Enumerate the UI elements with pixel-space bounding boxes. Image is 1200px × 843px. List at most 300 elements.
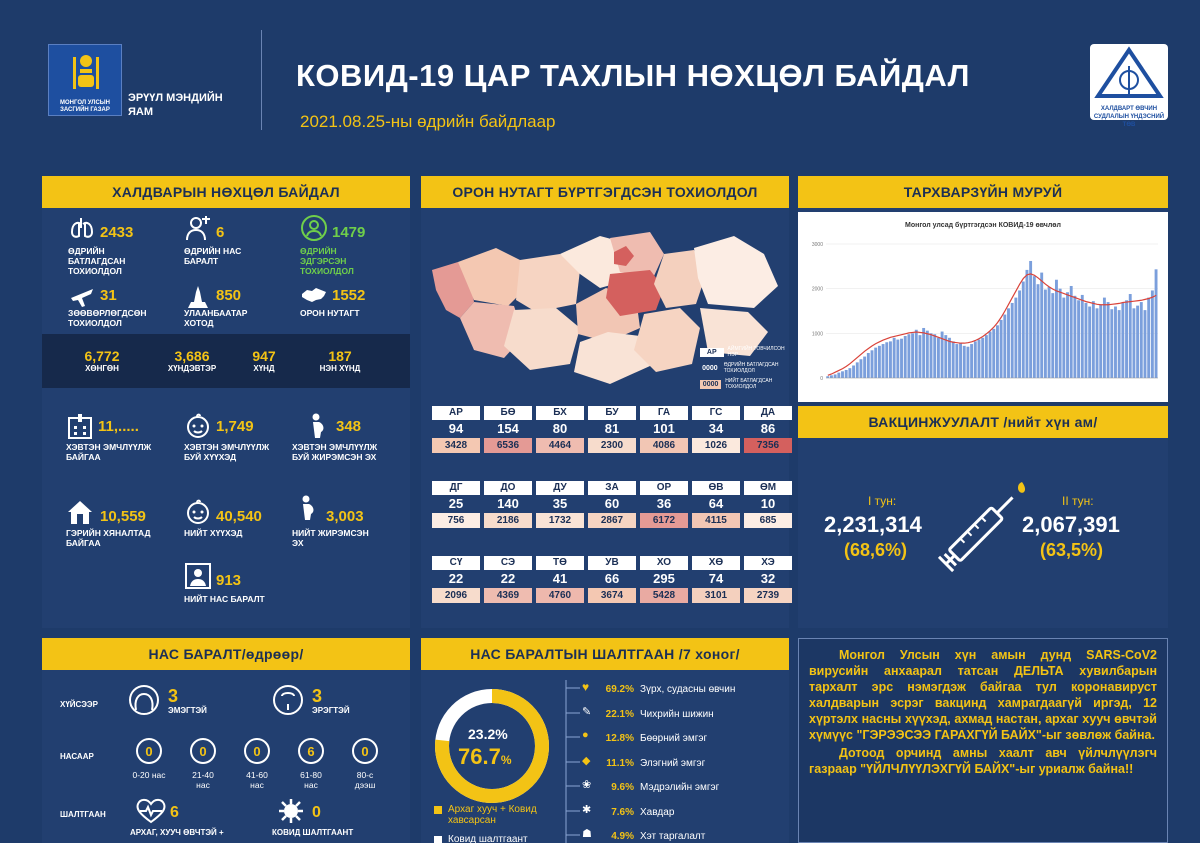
chart-bar (937, 338, 940, 378)
chart-bar (845, 370, 848, 378)
chart-bar (1059, 289, 1062, 378)
chart-bar (915, 330, 918, 378)
region-abbr: ДО (484, 481, 532, 495)
pregnant-woman-icon (304, 412, 332, 440)
male-value: 3 (312, 686, 323, 706)
donut-legend-2 (434, 834, 564, 843)
center-logo-text: ХАЛДВАРТ ӨВЧИН СУДЛАЛЫН ҮНДЭСНИЙ ТӨВ (1093, 106, 1165, 128)
region-abbr: СЭ (484, 556, 532, 570)
region-total: 2739 (744, 588, 792, 603)
region-cell (432, 406, 480, 453)
chart-bar (952, 341, 955, 378)
daily-confirmed-value: 2433 (100, 224, 134, 241)
cause-row-6 (598, 802, 674, 822)
stat-home-care (66, 498, 146, 526)
covid-cause-value: 0 (312, 804, 321, 821)
deaths-title: НАС БАРАЛТ/өдрөөр/ (42, 638, 410, 670)
region-daily: 140 (497, 496, 519, 511)
region-total: 4115 (692, 513, 740, 528)
syringe-small-icon: ✎ (582, 706, 592, 718)
chart-bar (1048, 287, 1051, 378)
chart-bar (996, 325, 999, 378)
region-total: 685 (744, 513, 792, 528)
chart-bar (893, 338, 896, 378)
cause-pct: 4.9% (611, 830, 634, 842)
legend-total-key: 0000 (700, 380, 721, 389)
severity-critical-value: 187 (328, 348, 352, 364)
chart-bar (1155, 269, 1158, 378)
region-table-row-2 (432, 481, 792, 528)
cause-row-3 (598, 728, 707, 748)
kidney-icon: ● (582, 729, 589, 741)
region-total: 1026 (692, 438, 740, 453)
region-cell (640, 481, 688, 528)
chronic-label: АРХАГ, ХУУЧ ӨВЧТЭЙ + (130, 828, 224, 837)
ministry-name: ЭРҮҮЛ МЭНДИЙН ЯАМ (128, 92, 223, 118)
mongolia-map-icon (300, 282, 328, 310)
chart-bar (1011, 303, 1014, 378)
male-head-icon (272, 684, 304, 718)
chart-bar (1062, 298, 1065, 378)
cause-pct: 9.6% (611, 781, 634, 793)
vaccination-title: ВАКЦИНЖУУЛАЛТ /нийт хүн ам/ (798, 406, 1168, 438)
header-divider (261, 30, 262, 130)
person-cross-icon (184, 214, 212, 242)
stat-hospitalized-children (184, 412, 254, 440)
age-41-60-value: 0 (244, 738, 270, 764)
region-abbr: ГА (640, 406, 688, 420)
covid-cause-label: КОВИД ШАЛТГААНТ (272, 828, 354, 837)
map-region-gobi-west (504, 308, 580, 370)
chart-bar (959, 343, 962, 378)
chart-bar (1144, 310, 1147, 378)
region-cell (432, 481, 480, 528)
legend-daily-text: ӨДРИЙН БАТЛАГДСАН ТОХИОЛДОЛ (723, 362, 779, 374)
region-cell (536, 406, 584, 453)
total-children-label: НИЙТ ХҮҮХЭД (184, 528, 243, 538)
donut-legend-2-text: Ковид шалтгаант (448, 834, 528, 843)
cause-label: Бөөрний эмгэг (640, 732, 708, 744)
donut-pct-small: 23.2% (468, 726, 508, 742)
regions-title: ОРОН НУТАГТ БҮРТГЭГДСЭН ТОХИОЛДОЛ (421, 176, 789, 208)
chart-bar (1085, 303, 1088, 378)
region-daily: 154 (497, 421, 519, 436)
dose2-value: 2,067,391 (1022, 512, 1120, 537)
region-abbr: ӨМ (744, 481, 792, 495)
legend-abbr-text: АЙМГИЙН ТОВЧИЛСОН НЭР (727, 346, 785, 358)
region-daily: 32 (760, 571, 776, 586)
chart-bar (911, 333, 914, 378)
causes-title: НАС БАРАЛТЫН ШАЛТГААН /7 хоног/ (421, 638, 789, 670)
chart-bar (1033, 276, 1036, 378)
cause-label: Мэдрэлийн эмгэг (640, 781, 720, 793)
chart-bar (1022, 282, 1025, 378)
region-daily: 66 (604, 571, 620, 586)
region-daily: 60 (604, 496, 620, 511)
region-total: 4086 (640, 438, 688, 453)
region-daily: 34 (708, 421, 724, 436)
chart-bar (878, 346, 881, 378)
chart-bar (1088, 307, 1091, 378)
epi-curve-chart (798, 230, 1168, 400)
region-total: 2300 (588, 438, 636, 453)
region-total: 3101 (692, 588, 740, 603)
region-total: 4464 (536, 438, 584, 453)
chart-bar (1129, 294, 1132, 378)
cause-row-4 (598, 753, 705, 773)
hospitalized-children-value: 1,749 (216, 418, 254, 435)
region-daily: 22 (448, 571, 464, 586)
house-icon (66, 498, 94, 526)
chart-bar (1051, 293, 1054, 378)
imported-value: 31 (100, 287, 117, 304)
dose2-label: II тун: (1062, 494, 1094, 508)
region-daily: 81 (604, 421, 620, 436)
chart-bar (896, 340, 899, 378)
stat-imported (68, 282, 117, 310)
chart-bar (970, 344, 973, 378)
chart-bar (1118, 310, 1121, 378)
cause-label: Чихрийн шижин (640, 708, 714, 720)
stat-ulaanbaatar (184, 282, 241, 310)
region-abbr: ДА (744, 406, 792, 420)
chart-bar (1132, 308, 1135, 378)
region-cell (588, 481, 636, 528)
infection-title: ХАЛДВАРЫН НӨХЦӨЛ БАЙДАЛ (42, 176, 410, 208)
cause-row-1 (598, 679, 735, 699)
female-value: 3 (168, 686, 179, 706)
chart-bar (1147, 298, 1150, 378)
donut-legend-1-text: Архаг хууч + Ковид хавсарсан (448, 804, 537, 826)
region-abbr: ХО (640, 556, 688, 570)
cause-pct: 11.1% (606, 757, 634, 769)
child-face-icon-2 (184, 498, 212, 526)
region-daily: 94 (448, 421, 464, 436)
legend-total-text: НИЙТ БАТЛАГДСАН ТОХИОЛДОЛ (725, 378, 773, 390)
chart-bar (885, 342, 888, 378)
cause-label: Хавдар (640, 806, 675, 818)
region-cell (536, 556, 584, 603)
region-abbr: ХӨ (692, 556, 740, 570)
region-abbr: ДГ (432, 481, 480, 495)
chronic-value: 6 (170, 804, 179, 821)
daily-recovered-label: ӨДРИЙН ЭДГЭРСЭН ТОХИОЛДОЛ (300, 246, 354, 276)
region-abbr: БУ (588, 406, 636, 420)
region-abbr: ЗА (588, 481, 636, 495)
chart-bar (989, 332, 992, 378)
region-total: 4369 (484, 588, 532, 603)
region-abbr: БӨ (484, 406, 532, 420)
stat-total-children (184, 498, 262, 526)
legend-swatch-white (434, 836, 442, 843)
medical-triangle-icon (1090, 44, 1168, 100)
chart-bar (900, 339, 903, 378)
stat-local (300, 282, 365, 310)
stat-hospitalized-pregnant (304, 412, 361, 440)
severity-mild-label: ХӨНГӨН (85, 364, 119, 373)
map-region-ulaanbaatar (606, 270, 664, 316)
hospitalized-pregnant-label: ХЭВТЭН ЭМЧЛҮҮЛЖ БУЙ ЖИРЭМСЭН ЭХ (292, 442, 378, 462)
region-abbr: БХ (536, 406, 584, 420)
severity-severe (238, 348, 290, 373)
region-cell (692, 481, 740, 528)
chart-bar (1026, 270, 1029, 378)
government-logo (48, 44, 122, 116)
chart-bar (1110, 309, 1113, 378)
age-80-plus-value: 0 (352, 738, 378, 764)
chart-bar (919, 335, 922, 378)
region-table-row-3 (432, 556, 792, 603)
chart-bar (856, 362, 859, 378)
chart-bar (848, 368, 851, 378)
region-daily: 36 (656, 496, 672, 511)
advice-paragraph-2: Дотоод орчинд амны хаалт авч үйлчлүүлэгч газраар "ҮЙЛЧЛҮҮЛЭХГҮЙ БАЙХ"-ыг уриалж байна!! (809, 746, 1157, 776)
age-80-plus-label: 80-с дээш (354, 770, 376, 790)
chart-bar (978, 340, 981, 378)
chart-bar (955, 344, 958, 378)
donut-pct-large-value: 76.7 (458, 744, 501, 769)
monument-icon (184, 282, 212, 310)
chart-bar (985, 335, 988, 378)
chart-bar (867, 353, 870, 378)
region-daily: 10 (760, 496, 776, 511)
region-daily: 80 (552, 421, 568, 436)
chart-bar (933, 334, 936, 378)
chart-bar (1114, 307, 1117, 378)
by-gender-label: ХҮЙСЭЭР (60, 700, 98, 709)
chart-bar (992, 329, 995, 378)
chart-bar (1092, 301, 1095, 378)
chart-bar (1099, 305, 1102, 378)
chart-bar (1136, 306, 1139, 378)
cause-label: Хэт таргалалт (640, 830, 706, 842)
region-abbr: АР (432, 406, 480, 420)
stat-hospitalized (66, 412, 139, 440)
map-region-east (694, 236, 778, 308)
cause-pct: 22.1% (605, 708, 634, 720)
region-total: 756 (432, 513, 480, 528)
region-total: 3428 (432, 438, 480, 453)
daily-deaths-label: ӨДРИЙН НАС БАРАЛТ (184, 246, 242, 266)
chart-bar (834, 374, 837, 378)
chart-bar (907, 334, 910, 378)
chart-bar (1040, 273, 1043, 378)
chart-bar (1014, 298, 1017, 378)
region-abbr: УВ (588, 556, 636, 570)
hospitalized-label: ХЭВТЭН ЭМЧЛҮҮЛЖ БАЙГАА (66, 442, 152, 462)
region-cell (692, 556, 740, 603)
cause-label: Зүрх, судасны өвчин (640, 683, 736, 695)
region-abbr: ОР (640, 481, 688, 495)
chart-bar (841, 371, 844, 378)
region-daily: 101 (653, 421, 675, 436)
infection-panel (42, 176, 410, 628)
chart-bar (1073, 296, 1076, 378)
donut-legend-1 (434, 804, 564, 826)
stat-daily-confirmed (68, 214, 133, 242)
region-daily: 295 (653, 571, 675, 586)
chart-bar (1077, 300, 1080, 378)
chart-bar (837, 373, 840, 378)
home-care-label: ГЭРИЙН ХЯНАЛТАД БАЙГАА (66, 528, 151, 548)
tumor-icon: ✱ (582, 804, 592, 816)
lungs-icon (68, 214, 96, 242)
severity-critical (312, 348, 368, 373)
heart-pulse-icon (136, 798, 166, 824)
region-daily: 35 (552, 496, 568, 511)
chart-bar (1003, 315, 1006, 378)
region-daily: 25 (448, 496, 464, 511)
virus-icon (278, 798, 304, 824)
age-21-40-value: 0 (190, 738, 216, 764)
cause-row-2 (598, 704, 714, 724)
female-label: ЭМЭГТЭЙ (168, 706, 207, 715)
severity-severe-value: 947 (252, 348, 276, 364)
region-cell (588, 406, 636, 453)
chart-ytick-label: 0 (820, 376, 823, 382)
page-title: КОВИД-19 ЦАР ТАХЛЫН НӨХЦӨЛ БАЙДАЛ (296, 58, 970, 93)
region-cell (640, 406, 688, 453)
local-label: ОРОН НУТАГТ (300, 308, 360, 318)
chart-bar (874, 348, 877, 378)
heart-icon: ♥ (582, 680, 590, 694)
government-logo-text: МОНГОЛ УЛСЫН ЗАСГИЙН ГАЗАР (60, 100, 110, 113)
region-cell (484, 481, 532, 528)
dose2-percent: (63,5%) (1040, 540, 1104, 560)
chart-bar (1140, 302, 1143, 378)
chart-bar (860, 359, 863, 378)
region-abbr: ХЭ (744, 556, 792, 570)
by-age-label: НАСААР (60, 752, 94, 761)
chart-bar (882, 344, 885, 378)
total-pregnant-label: НИЙТ ЖИРЭМСЭН ЭХ (292, 528, 369, 548)
chart-ytick-label: 1000 (811, 331, 823, 338)
recovered-person-icon (300, 214, 328, 242)
hospital-building-icon (66, 412, 94, 440)
chart-bar (889, 341, 892, 378)
chart-bar (1000, 320, 1003, 378)
region-daily: 22 (500, 571, 516, 586)
ulaanbaatar-label: УЛААНБААТАР ХОТОД (184, 308, 248, 328)
airplane-icon (68, 282, 96, 310)
donut-pct-large (458, 744, 512, 770)
chart-bar (966, 347, 969, 378)
person-frame-icon (184, 562, 212, 590)
chart-bar (1018, 290, 1021, 378)
advice-paragraph-1: Монгол Улсын хүн амын дунд SARS-CoV2 вирусийн анхаарал татсан ДЕЛЬТА хувилбарын тархалт эрс нэмэгдэж байгаа тул коронавируст халдварын эсрэг вакцинд хамрагдаагүй иргэд, 12 хүртэлх насны хүүхэд, ахмад настан, архаг хууч өвчтэй хүмүүс "ГЭРЭЭСЭЭ ГАРАХГҮЙ БАЙХ"-ыг зөвлөж байна. (809, 648, 1157, 742)
region-cell (744, 556, 792, 603)
brain-icon: ❀ (582, 779, 592, 791)
region-cell (744, 481, 792, 528)
curve-title: ТАРХВАРЗҮЙН МУРУЙ (798, 176, 1168, 208)
curve-chart-title: Монгол улсад бүртгэгдсэн КОВИД-19 өвчлөл (904, 222, 1061, 229)
chart-bar (863, 357, 866, 378)
chart-bar (948, 338, 951, 378)
dose1-label: I тун: (868, 494, 897, 508)
age-21-40-label: 21-40 нас (192, 770, 214, 790)
syringe-icon (930, 478, 1036, 578)
region-daily: 74 (708, 571, 724, 586)
soyombo-emblem-icon (49, 45, 123, 95)
severity-moderate-value: 3,686 (174, 348, 210, 364)
header (0, 0, 1200, 150)
chart-bar (830, 375, 833, 378)
chart-ytick-label: 3000 (811, 242, 823, 248)
region-daily: 41 (552, 571, 568, 586)
map-legend (700, 346, 790, 390)
advice-box (798, 638, 1168, 843)
chart-bar (930, 333, 933, 378)
chart-bar (871, 350, 874, 378)
total-pregnant-value: 3,003 (326, 508, 364, 525)
region-total: 6536 (484, 438, 532, 453)
local-value: 1552 (332, 287, 366, 304)
imported-label: ЗӨӨВӨРЛӨГДСӨН ТОХИОЛДОЛ (68, 308, 147, 328)
hospitalized-pregnant-value: 348 (336, 418, 362, 435)
region-table-row-1 (432, 406, 792, 453)
stat-total-pregnant (294, 494, 364, 526)
region-total: 2186 (484, 513, 532, 528)
total-deaths-label: НИЙТ НАС БАРАЛТ (184, 594, 265, 604)
region-cell (432, 556, 480, 603)
chart-bar (1096, 308, 1099, 378)
age-61-80-label: 61-80 нас (300, 770, 322, 790)
hospitalized-value: 11,..... (98, 418, 139, 435)
region-cell (484, 406, 532, 453)
chart-bar (974, 341, 977, 378)
legend-daily-key: 0000 (702, 364, 718, 372)
age-0-20-value: 0 (136, 738, 162, 764)
report-date: 2021.08.25-ны өдрийн байдлаар (300, 112, 556, 131)
region-abbr: ӨВ (692, 481, 740, 495)
cause-row-7 (598, 826, 705, 843)
region-total: 4760 (536, 588, 584, 603)
total-deaths-value: 913 (216, 572, 242, 589)
stat-daily-deaths (184, 214, 224, 242)
chart-bar (1037, 284, 1040, 378)
severity-mild-value: 6,772 (84, 348, 120, 364)
chart-bar (1044, 290, 1047, 378)
region-daily: 64 (708, 496, 724, 511)
chart-bar (852, 365, 855, 378)
home-care-value: 10,559 (100, 508, 146, 525)
region-cell (692, 406, 740, 453)
chart-bar (1007, 308, 1010, 378)
daily-deaths-value: 6 (216, 224, 225, 241)
severity-critical-label: НЭН ХҮНД (319, 364, 361, 373)
daily-recovered-value: 1479 (332, 224, 366, 241)
daily-confirmed-label: ӨДРИЙН БАТЛАГДСАН ТОХИОЛДОЛ (68, 246, 126, 276)
obesity-icon: ☗ (582, 828, 592, 840)
region-abbr: СҮ (432, 556, 480, 570)
cause-pct: 12.8% (605, 732, 634, 744)
chart-bar (922, 328, 925, 378)
stat-daily-recovered (300, 214, 365, 242)
chart-bar (1029, 261, 1032, 378)
region-abbr: ГС (692, 406, 740, 420)
center-logo (1090, 44, 1168, 128)
child-face-icon (184, 412, 212, 440)
chart-bar (1107, 302, 1110, 378)
male-label: ЭРЭГТЭЙ (312, 706, 350, 715)
region-abbr: ТӨ (536, 556, 584, 570)
curve-chart-frame (798, 212, 1168, 402)
chart-ytick-label: 2000 (811, 286, 823, 293)
severity-moderate-label: ХҮНДЭВТЭР (167, 364, 217, 373)
region-daily: 86 (760, 421, 776, 436)
chart-bar (1070, 286, 1073, 378)
pregnant-woman-icon-2 (294, 494, 322, 522)
